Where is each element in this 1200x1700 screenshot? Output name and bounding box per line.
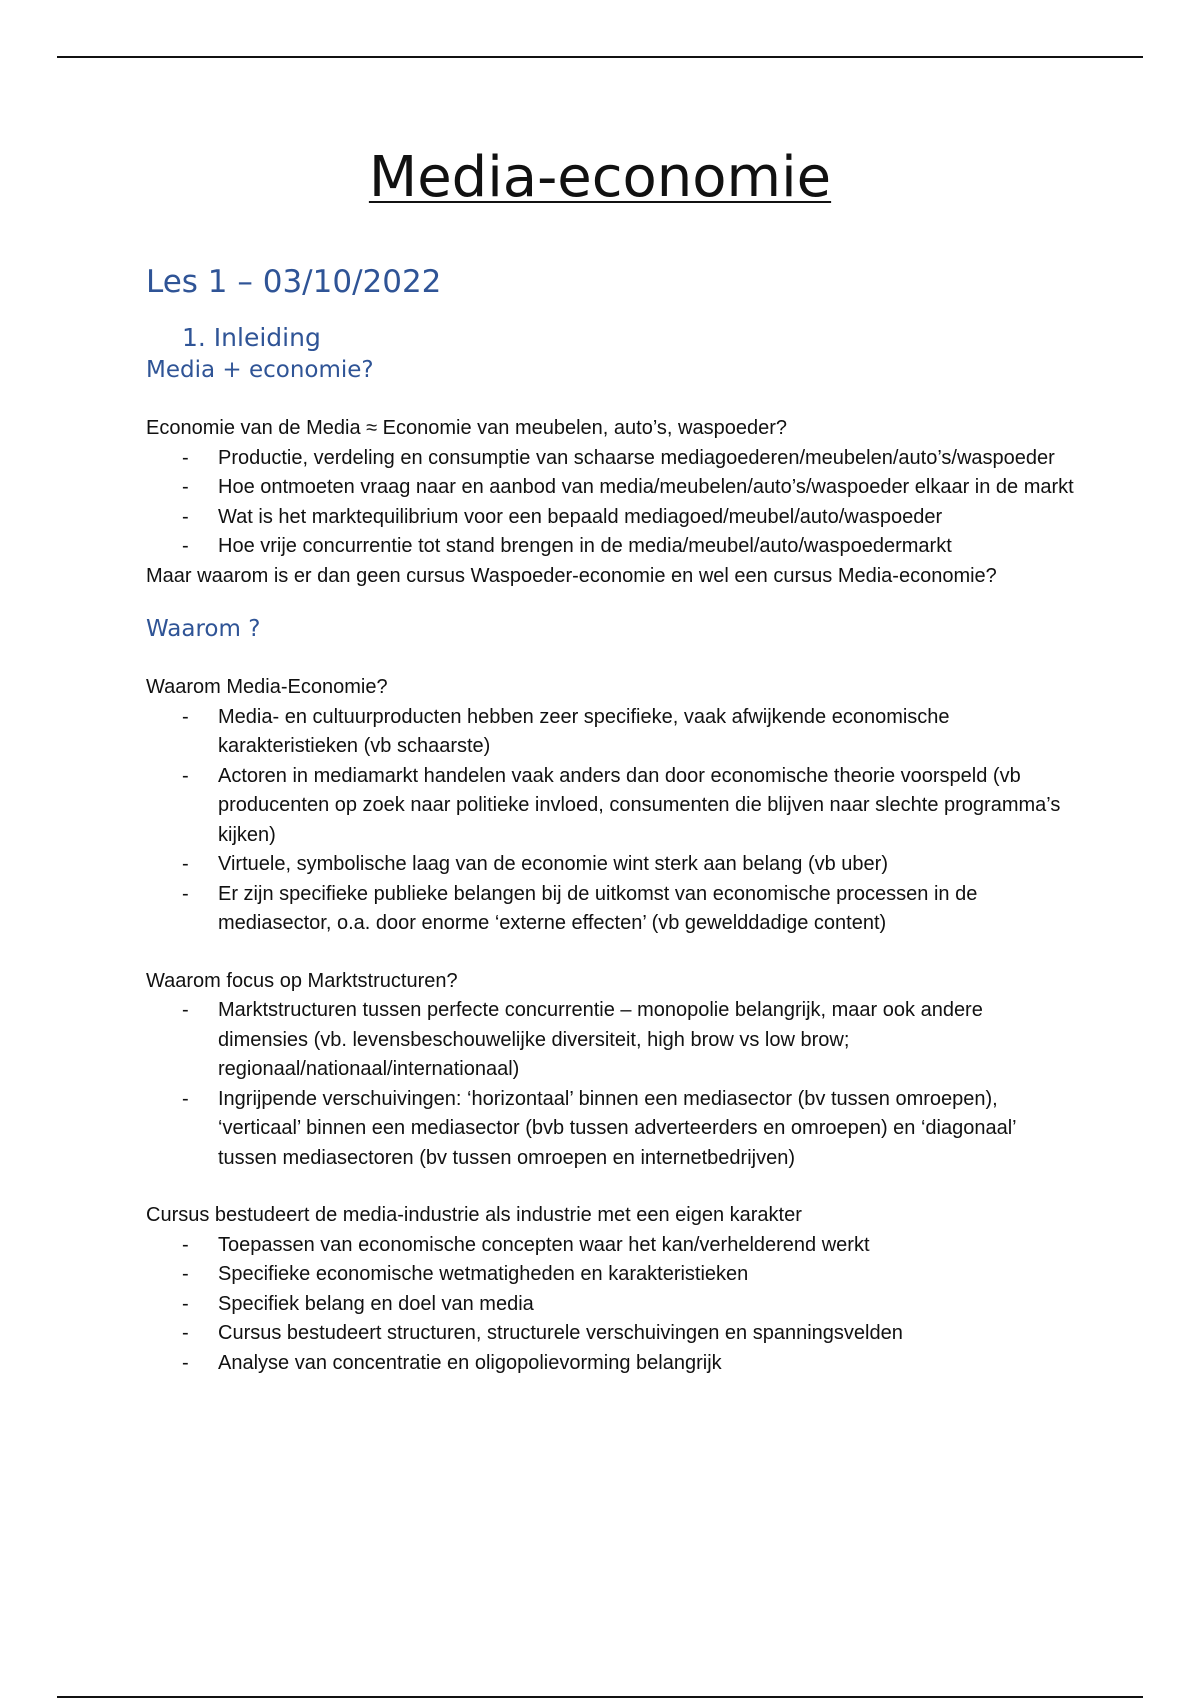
list-item: - Actoren in mediamarkt handelen vaak anders dan door economische theorie voorspeld (vb producenten op zoek naar politieke invloed, consumenten die blijven naar slechte programma’s kijken) xyxy=(146,762,1076,851)
document-body xyxy=(146,262,1076,1378)
list-item: - Analyse van concentratie en oligopolievorming belangrijk xyxy=(146,1349,1076,1379)
block3-list xyxy=(146,996,1076,1173)
block2-intro: Waarom Media-Economie? xyxy=(146,676,388,698)
block4-list xyxy=(146,1231,1076,1379)
list-item: - Marktstructuren tussen perfecte concurrentie – monopolie belangrijk, maar ook andere dimensies (vb. levensbeschouwelijke diversiteit, high brow vs low brow; regionaal/nationaal/internationaal) xyxy=(146,996,1076,1085)
bullet-dash: - xyxy=(182,1292,189,1315)
block3-intro: Waarom focus op Marktstructuren? xyxy=(146,969,458,992)
bullet-dash: - xyxy=(182,535,189,557)
block1-list xyxy=(146,444,1076,562)
list-item: - Virtuele, symbolische laag van de economie wint sterk aan belang (vb uber) xyxy=(146,850,1076,880)
bullet-dash: - xyxy=(182,1087,189,1110)
top-rule xyxy=(57,56,1143,58)
list-item: - Media- en cultuurproducten hebben zeer specifieke, vaak afwijkende economische karakteristieken (vb schaarste) xyxy=(146,703,1076,762)
section-heading: 1. Inleiding xyxy=(182,323,321,352)
bullet-dash: - xyxy=(182,446,189,469)
bullet-dash: - xyxy=(182,705,189,728)
bullet-dash: - xyxy=(182,853,189,875)
list-item: - Wat is het marktequilibrium voor een bepaald mediagoed/meubel/auto/waspoeder xyxy=(146,503,1076,533)
sub-heading-waarom: Waarom ? xyxy=(146,616,261,642)
list-item: - Cursus bestudeert structuren, structurele verschuivingen en spanningsvelden xyxy=(146,1319,1076,1349)
bullet-dash: - xyxy=(182,1233,189,1256)
list-item: - Toepassen van economische concepten waar het kan/verhelderend werkt xyxy=(146,1231,1076,1261)
bullet-dash: - xyxy=(182,764,189,787)
block1-outro: Maar waarom is er dan geen cursus Waspoeder-economie en wel een cursus Media-economie? xyxy=(146,564,997,587)
block2-list xyxy=(146,703,1076,939)
list-item: - Productie, verdeling en consumptie van schaarse mediagoederen/meubelen/auto’s/waspoeder xyxy=(146,444,1076,474)
list-item: - Specifieke economische wetmatigheden en karakteristieken xyxy=(146,1260,1076,1290)
list-item: - Specifiek belang en doel van media xyxy=(146,1290,1076,1320)
bullet-dash: - xyxy=(182,1351,189,1374)
lesson-heading: Les 1 – 03/10/2022 xyxy=(146,264,442,300)
list-item: - Hoe ontmoeten vraag naar en aanbod van media/meubelen/auto’s/waspoeder elkaar in de markt xyxy=(146,473,1076,503)
sub-heading-media-economie: Media + economie? xyxy=(146,357,374,383)
bullet-dash: - xyxy=(182,1322,189,1344)
bullet-dash: - xyxy=(182,999,189,1021)
block4-intro: Cursus bestudeert de media-industrie als industrie met een eigen karakter xyxy=(146,1204,802,1226)
list-item: - Hoe vrije concurrentie tot stand brengen in de media/meubel/auto/waspoedermarkt xyxy=(146,532,1076,562)
list-item: - Ingrijpende verschuivingen: ‘horizontaal’ binnen een mediasector (bv tussen omroepen), ‘verticaal’ binnen een mediasector (bvb tussen adverteerders en omroepen) en ‘diagonaal’ tussen mediasectoren (bv tussen omroepen en internetbedrijven) xyxy=(146,1085,1076,1174)
bullet-dash: - xyxy=(182,476,189,498)
bullet-dash: - xyxy=(182,505,189,528)
list-item: - Er zijn specifieke publieke belangen bij de uitkomst van economische processen in de mediasector, o.a. door enorme ‘externe effecten’ (vb gewelddadige content) xyxy=(146,880,1076,939)
bottom-rule xyxy=(57,1696,1143,1698)
bullet-dash: - xyxy=(182,882,189,905)
bullet-dash: - xyxy=(182,1263,189,1285)
document-title: Media-economie xyxy=(368,145,832,210)
block1-intro: Economie van de Media ≈ Economie van meubelen, auto’s, waspoeder? xyxy=(146,417,787,439)
